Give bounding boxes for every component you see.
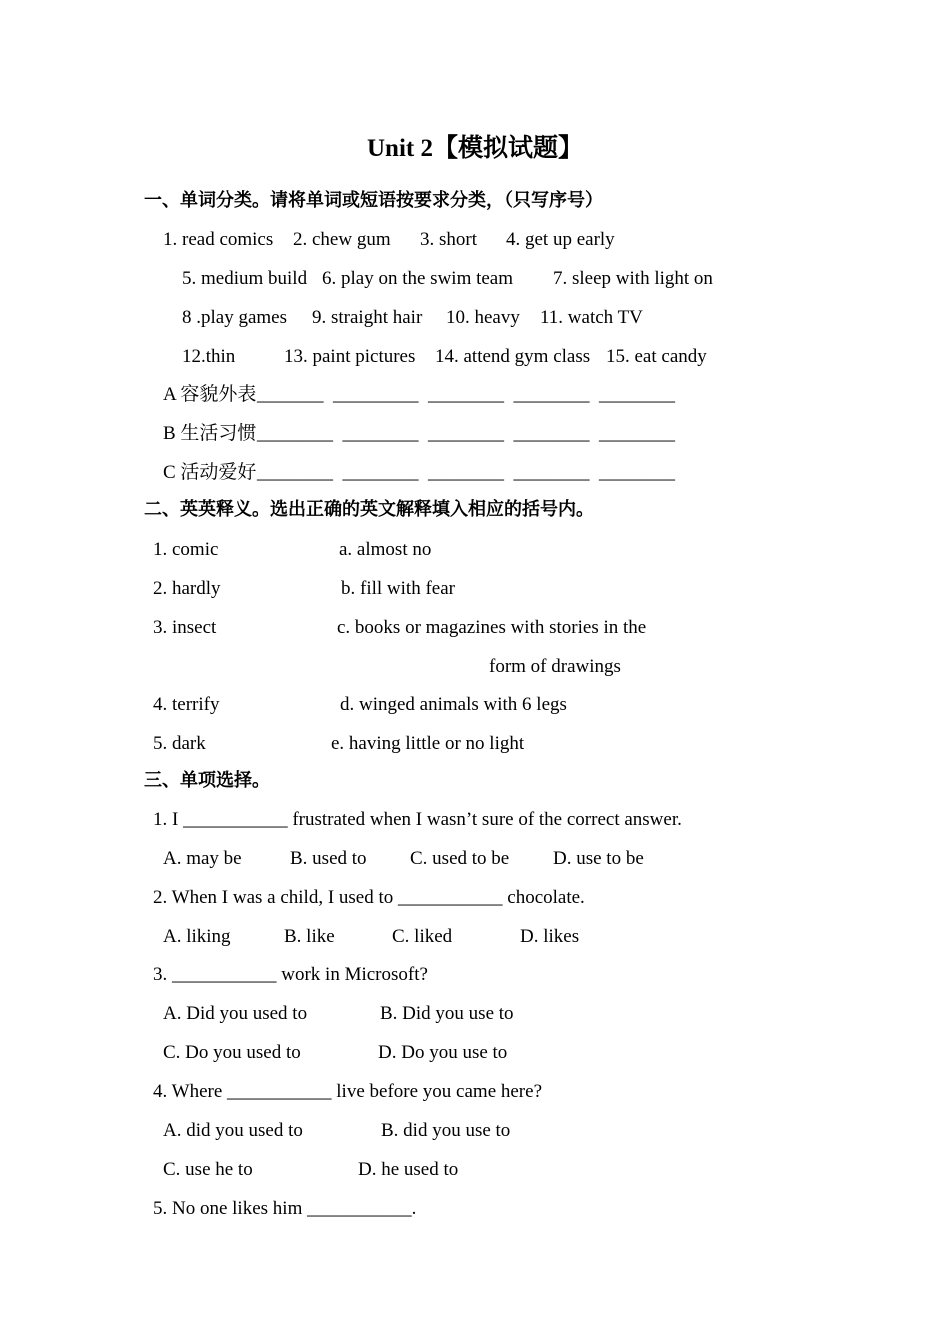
question-stem: 5. No one likes him ___________. <box>153 1198 417 1219</box>
vocab-word: 2. hardly <box>153 578 221 599</box>
option: D. use to be <box>553 848 644 869</box>
option: B. did you use to <box>381 1120 511 1141</box>
page-title: Unit 2【模拟试题】 <box>367 135 583 162</box>
definition: b. fill with fear <box>341 578 455 599</box>
question-stem: 2. When I was a child, I used to ___________ chocolate. <box>153 887 585 908</box>
option: D. he used to <box>358 1159 459 1180</box>
word-item: 5. medium build <box>182 268 308 289</box>
option: C. used to be <box>410 848 510 869</box>
option: D. Do you use to <box>378 1042 508 1063</box>
option: A. did you used to <box>163 1120 303 1141</box>
word-item: 7. sleep with light on <box>553 268 713 289</box>
question-stem: 3. ___________ work in Microsoft? <box>153 964 428 985</box>
option: B. like <box>284 926 335 947</box>
word-item: 4. get up early <box>506 229 615 250</box>
vocab-word: 3. insect <box>153 617 217 638</box>
category-label-a: A 容貌外表 <box>163 384 257 405</box>
word-item: 10. heavy <box>446 307 520 328</box>
category-label-b: B 生活习惯 <box>163 423 257 444</box>
vocab-word: 5. dark <box>153 733 206 754</box>
category-label-c: C 活动爱好 <box>163 462 257 483</box>
option: B. Did you use to <box>380 1003 514 1024</box>
option: A. liking <box>163 926 231 947</box>
section1-heading: 一、单词分类。请将单词或短语按要求分类，（只写序号） <box>144 190 603 211</box>
word-item: 1. read comics <box>163 229 274 250</box>
word-item: 6. play on the swim team <box>322 268 514 289</box>
definition: d. winged animals with 6 legs <box>340 694 567 715</box>
definition: e. having little or no light <box>331 733 525 754</box>
definition-continuation: form of drawings <box>489 656 621 677</box>
word-item: 8 .play games <box>182 307 288 328</box>
word-item: 9. straight hair <box>312 307 423 328</box>
section3-heading: 三、单项选择。 <box>144 770 270 791</box>
option: C. liked <box>392 926 453 947</box>
word-item: 13. paint pictures <box>284 346 416 367</box>
word-item: 12.thin <box>182 346 236 367</box>
definition: c. books or magazines with stories in the <box>337 617 647 638</box>
vocab-word: 4. terrify <box>153 694 220 715</box>
question-stem: 1. I ___________ frustrated when I wasn’t sure of the correct answer. <box>153 809 682 830</box>
section2-heading: 二、英英释义。选出正确的英文解释填入相应的括号内。 <box>144 499 594 520</box>
word-item: 14. attend gym class <box>435 346 591 367</box>
category-blanks-a: _______ _________ ________ ________ ________ <box>257 384 675 405</box>
word-item: 15. eat candy <box>606 346 707 367</box>
option: A. may be <box>163 848 242 869</box>
word-item: 2. chew gum <box>293 229 391 250</box>
category-blanks-c: ________ ________ ________ ________ ________ <box>257 462 675 483</box>
word-item: 11. watch TV <box>540 307 643 328</box>
definition: a. almost no <box>339 539 432 560</box>
option: C. use he to <box>163 1159 253 1180</box>
option: C. Do you used to <box>163 1042 301 1063</box>
question-stem: 4. Where ___________ live before you came here? <box>153 1081 542 1102</box>
option: B. used to <box>290 848 367 869</box>
vocab-word: 1. comic <box>153 539 219 560</box>
category-blanks-b: ________ ________ ________ ________ ________ <box>257 423 675 444</box>
option: D. likes <box>520 926 580 947</box>
word-item: 3. short <box>420 229 477 250</box>
option: A. Did you used to <box>163 1003 308 1024</box>
